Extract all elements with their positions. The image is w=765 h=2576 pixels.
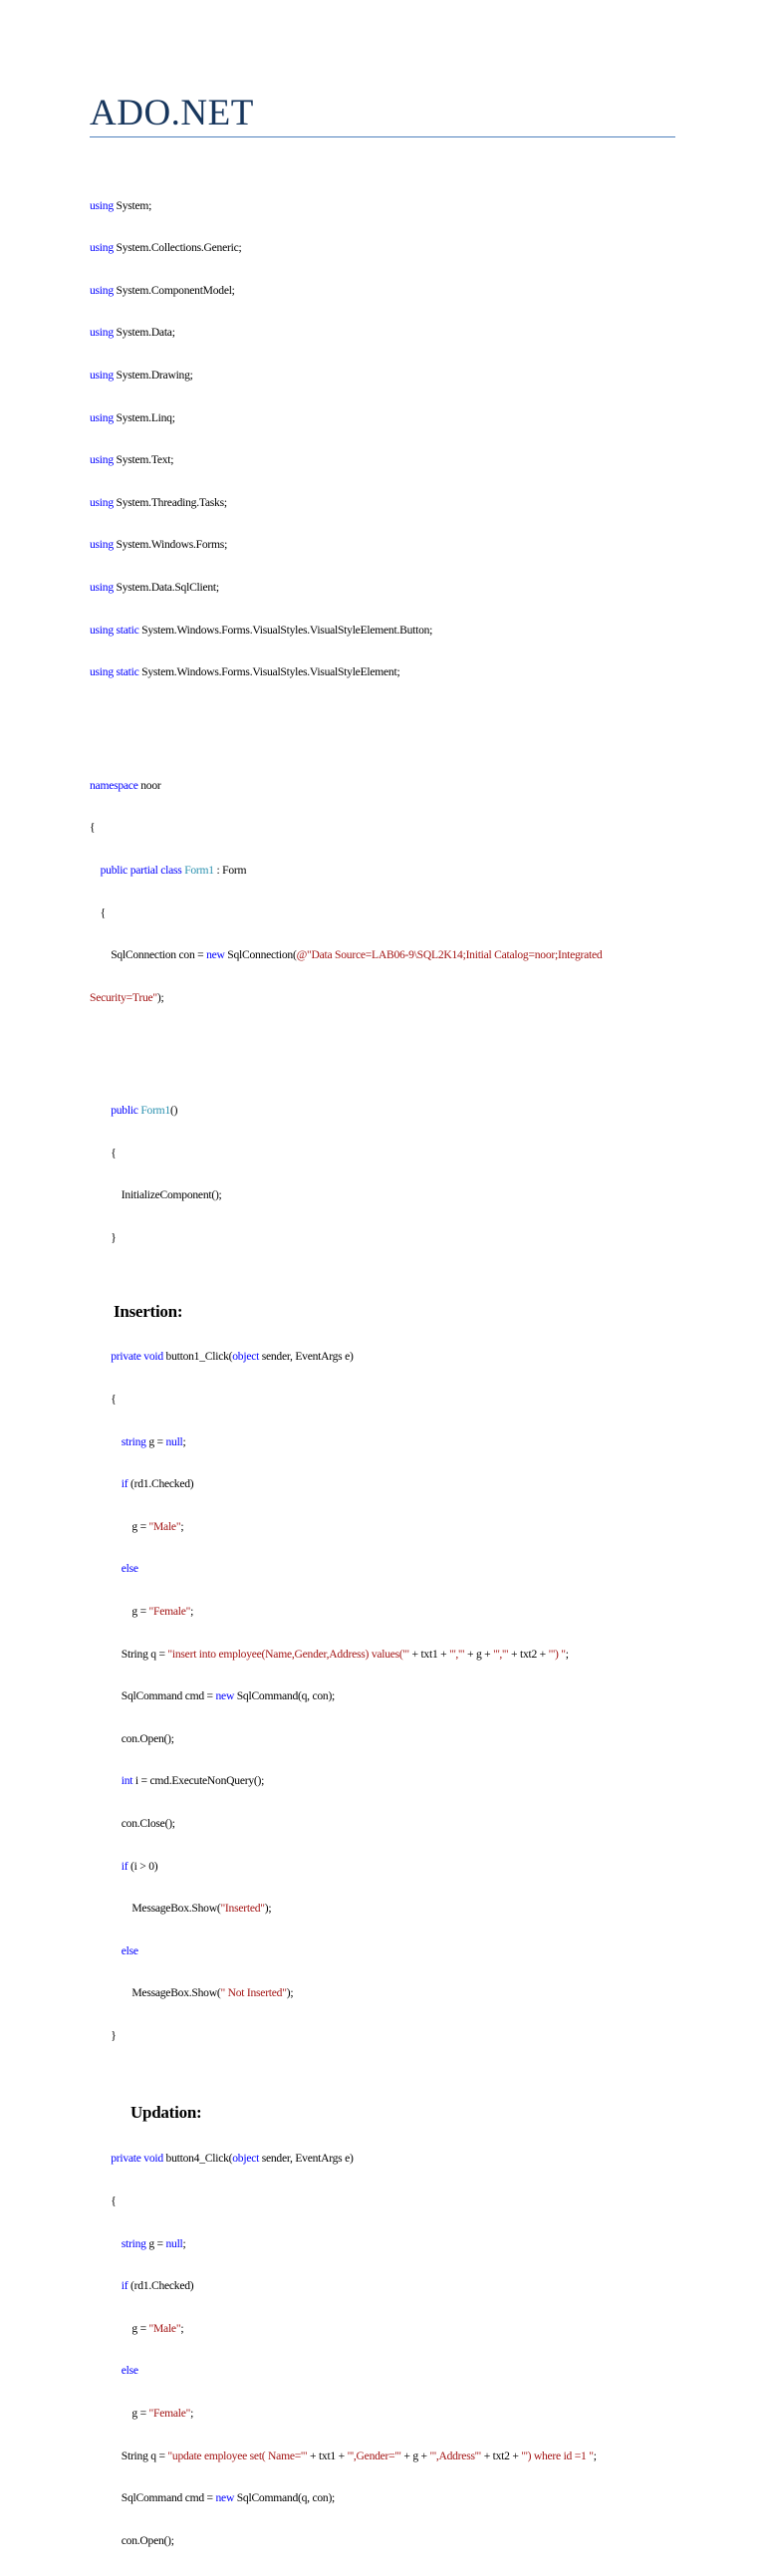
code-line-string-decl: string g = null; [121,2236,186,2250]
code-line-using: using System.Drawing; [90,368,193,382]
code-line-close: con.Close(); [121,1817,175,1831]
code-line-using: using System.Threading.Tasks; [90,495,227,509]
code-line-if: if (rd1.Checked) [121,2279,194,2293]
code-line-command: SqlCommand cmd = new SqlCommand(q, con); [121,1689,336,1703]
code-line-string-decl: string g = null; [121,1434,186,1448]
code-line-brace: { [90,821,96,835]
code-line-assign-female: g = "Female"; [131,2406,194,2420]
updation-heading: Updation: [130,2102,202,2122]
code-line-query: String q = "insert into employee(Name,Gender,Address) values('" + txt1 + "','" + g + "','" + txt2 + "') "; [121,1647,569,1661]
code-line-assign-male: g = "Male"; [131,1519,184,1533]
insertion-heading: Insertion: [114,1302,183,1322]
code-line-using: using System.Windows.Forms; [90,538,228,552]
code-line-messagebox: MessageBox.Show("Inserted"); [131,1902,272,1916]
code-line-connection: SqlConnection con = new SqlConnection(@"Data Source=LAB06-9\SQL2K14;Initial Catalog=noor;Integrated [111,948,603,962]
code-line-assign-male: g = "Male"; [131,2321,184,2335]
code-line-open: con.Open(); [121,2533,174,2547]
code-line-if: if (i > 0) [121,1859,158,1873]
code-line-brace: { [111,2193,117,2207]
code-line-using: using System.Text; [90,453,174,467]
code-line-connection-cont: Security=True"); [90,990,164,1004]
code-line-constructor: public Form1() [111,1104,178,1118]
code-blank-line [90,1033,687,1047]
code-line-using: using System.Collections.Generic; [90,241,242,255]
code-line-else: else [121,1562,138,1576]
code-line-using: using System; [90,198,152,212]
code-line-using-static: using static System.Windows.Forms.VisualStyles.VisualStyleElement.Button; [90,623,433,637]
code-line-init: InitializeComponent(); [121,1188,222,1202]
code-line-else: else [121,1943,138,1957]
code-line-command: SqlCommand cmd = new SqlCommand(q, con); [121,2491,336,2505]
title-divider [90,136,675,137]
code-line-assign-female: g = "Female"; [131,1605,194,1619]
code-line-using: using System.Linq; [90,410,175,424]
code-line-brace: } [111,1231,117,1245]
code-line-open: con.Open(); [121,1731,174,1745]
code-line-using: using System.ComponentModel; [90,283,235,297]
document-title: ADO.NET [90,93,254,133]
code-line-class: public partial class Form1 : Form [100,863,247,877]
code-line-if: if (rd1.Checked) [121,1477,194,1491]
code-line-execute: int i = cmd.ExecuteNonQuery(); [121,1774,265,1788]
code-blank-line [90,708,687,722]
code-line-messagebox: MessageBox.Show(" Not Inserted"); [131,1986,294,2000]
code-line-method-signature: private void button4_Click(object sender, EventArgs e) [111,2152,354,2166]
code-line-brace: { [111,1146,117,1159]
code-line-method-signature: private void button1_Click(object sender, EventArgs e) [111,1350,354,1364]
code-line-using-static: using static System.Windows.Forms.VisualStyles.VisualStyleElement; [90,665,400,679]
code-line-using: using System.Data.SqlClient; [90,580,219,594]
code-line-brace: { [111,1393,117,1407]
code-line-namespace: namespace noor [90,778,161,792]
code-listing [90,156,687,2576]
code-line-else: else [121,2364,138,2378]
code-line-using: using System.Data; [90,326,175,340]
code-line-query: String q = "update employee set( Name='" + txt1 + "',Gender='" + g + "',Address'" + txt2 + "') where id =1 "; [121,2448,597,2462]
code-line-brace: } [111,2028,117,2042]
code-line-brace: { [100,905,106,919]
